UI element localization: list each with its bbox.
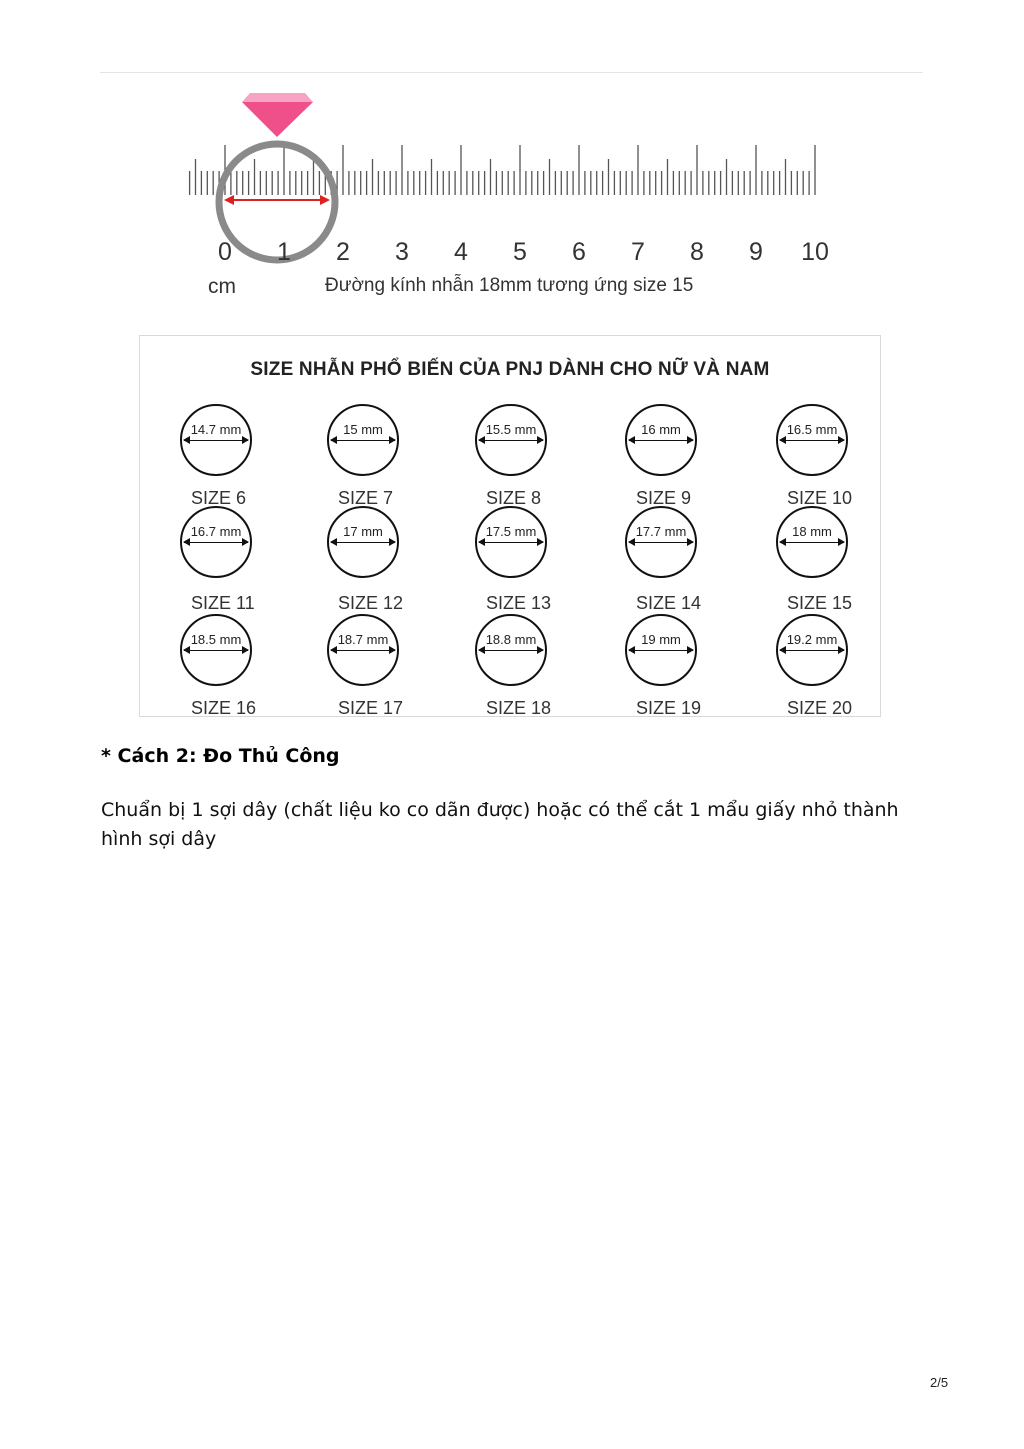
- ring-diameter-circle: [475, 614, 547, 686]
- ring-diameter-label: 18.8 mm: [485, 632, 537, 647]
- ring-diameter-circle: [625, 404, 697, 476]
- diameter-arrow-icon: [479, 440, 543, 441]
- diameter-arrow-icon: [479, 650, 543, 651]
- top-divider: [100, 72, 923, 73]
- ring-size-label: SIZE 14: [636, 593, 702, 613]
- diameter-arrow-icon: [331, 440, 395, 441]
- diameter-arrow-icon: [331, 542, 395, 543]
- ring-diameter-label: 18.5 mm: [190, 632, 242, 647]
- ring-size-label: SIZE 8: [486, 488, 542, 508]
- ruler-number: 5: [513, 238, 527, 266]
- ring-diameter-circle: [776, 506, 848, 578]
- ring-diameter-label: 19 mm: [641, 632, 681, 647]
- ruler-number: 3: [395, 238, 409, 266]
- diameter-arrow-icon: [780, 440, 844, 441]
- ring-diameter-circle: [475, 404, 547, 476]
- ring-size-chart: [139, 335, 881, 717]
- ruler-caption: Đường kính nhẫn 18mm tương ứng size 15: [325, 275, 694, 296]
- ring-size-label: SIZE 7: [338, 488, 394, 508]
- ring-diameter-circle: [327, 404, 399, 476]
- ruler-unit-label: cm: [208, 275, 236, 298]
- ring-diameter-circle: [776, 404, 848, 476]
- diameter-arrow-icon: [184, 650, 248, 651]
- ring-diameter-label: 16 mm: [641, 422, 681, 437]
- ring-size-label: SIZE 9: [636, 488, 692, 508]
- ring-diameter-label: 17.5 mm: [485, 524, 537, 539]
- ruler-number: 10: [801, 238, 829, 266]
- ruler-number: 0: [218, 238, 232, 266]
- ring-size-label: SIZE 19: [636, 698, 702, 718]
- diameter-arrow-icon: [780, 542, 844, 543]
- ring-size-label: SIZE 18: [486, 698, 552, 718]
- ruler-number: 7: [631, 238, 645, 266]
- diameter-arrow-icon: [629, 440, 693, 441]
- ring-diameter-label: 16.5 mm: [786, 422, 838, 437]
- ring-diameter-label: 14.7 mm: [190, 422, 242, 437]
- ring-diameter-circle: [625, 614, 697, 686]
- ring-diameter-circle: [625, 506, 697, 578]
- ring-size-label: SIZE 16: [191, 698, 257, 718]
- ring-size-label: SIZE 20: [787, 698, 853, 718]
- diameter-arrow-icon: [479, 542, 543, 543]
- ring-diameter-label: 15.5 mm: [485, 422, 537, 437]
- diameter-arrow-icon: [780, 650, 844, 651]
- diameter-arrow-icon: [629, 542, 693, 543]
- ring-diameter-circle: [180, 614, 252, 686]
- ring-size-label: SIZE 10: [787, 488, 853, 508]
- ring-diameter-circle: [180, 506, 252, 578]
- gem-top-icon: [242, 93, 313, 102]
- ring-diameter-label: 19.2 mm: [786, 632, 838, 647]
- ring-diameter-circle: [327, 614, 399, 686]
- ring-size-label: SIZE 6: [191, 488, 247, 508]
- arrow-right-icon: [320, 195, 330, 205]
- ring-diameter-label: 18.7 mm: [337, 632, 389, 647]
- ruler-number: 1: [277, 238, 291, 266]
- ruler-number: 9: [749, 238, 763, 266]
- page-number: 2/5: [930, 1375, 949, 1390]
- size-chart-title: SIZE NHẪN PHỔ BIẾN CỦA PNJ DÀNH CHO NỮ VÀ NAM: [250, 359, 770, 380]
- ring-diameter-label: 16.7 mm: [190, 524, 242, 539]
- ruler-number: 2: [336, 238, 350, 266]
- ring-size-label: SIZE 11: [191, 593, 255, 613]
- ring-diameter-circle: [776, 614, 848, 686]
- ring-size-label: SIZE 13: [486, 593, 552, 613]
- ring-size-label: SIZE 12: [338, 593, 404, 613]
- gem-icon: [242, 102, 313, 137]
- ring-size-label: SIZE 17: [338, 698, 404, 718]
- ring-diameter-label: 17.7 mm: [635, 524, 687, 539]
- section-heading: * Cách 2: Đo Thủ Công: [101, 745, 340, 767]
- ruler-number: 8: [690, 238, 704, 266]
- ring-ruler-illustration: [160, 85, 860, 315]
- diameter-arrow-icon: [629, 650, 693, 651]
- instruction-paragraph: Chuẩn bị 1 sợi dây (chất liệu ko co dãn được) hoặc có thể cắt 1 mẩu giấy nhỏ thành hình sợi dây: [101, 799, 899, 850]
- ring-diameter-circle: [475, 506, 547, 578]
- diameter-arrow-icon: [184, 542, 248, 543]
- ring-diameter-circle: [180, 404, 252, 476]
- ruler-number: 4: [454, 238, 468, 266]
- ring-diameter-label: 18 mm: [792, 524, 832, 539]
- ring-size-label: SIZE 15: [787, 593, 853, 613]
- ring-diameter-circle: [327, 506, 399, 578]
- ring-diameter-label: 17 mm: [343, 524, 383, 539]
- ruler-number: 6: [572, 238, 586, 266]
- diameter-arrow-icon: [184, 440, 248, 441]
- ring-diameter-label: 15 mm: [343, 422, 383, 437]
- arrow-left-icon: [224, 195, 234, 205]
- diameter-arrow-icon: [331, 650, 395, 651]
